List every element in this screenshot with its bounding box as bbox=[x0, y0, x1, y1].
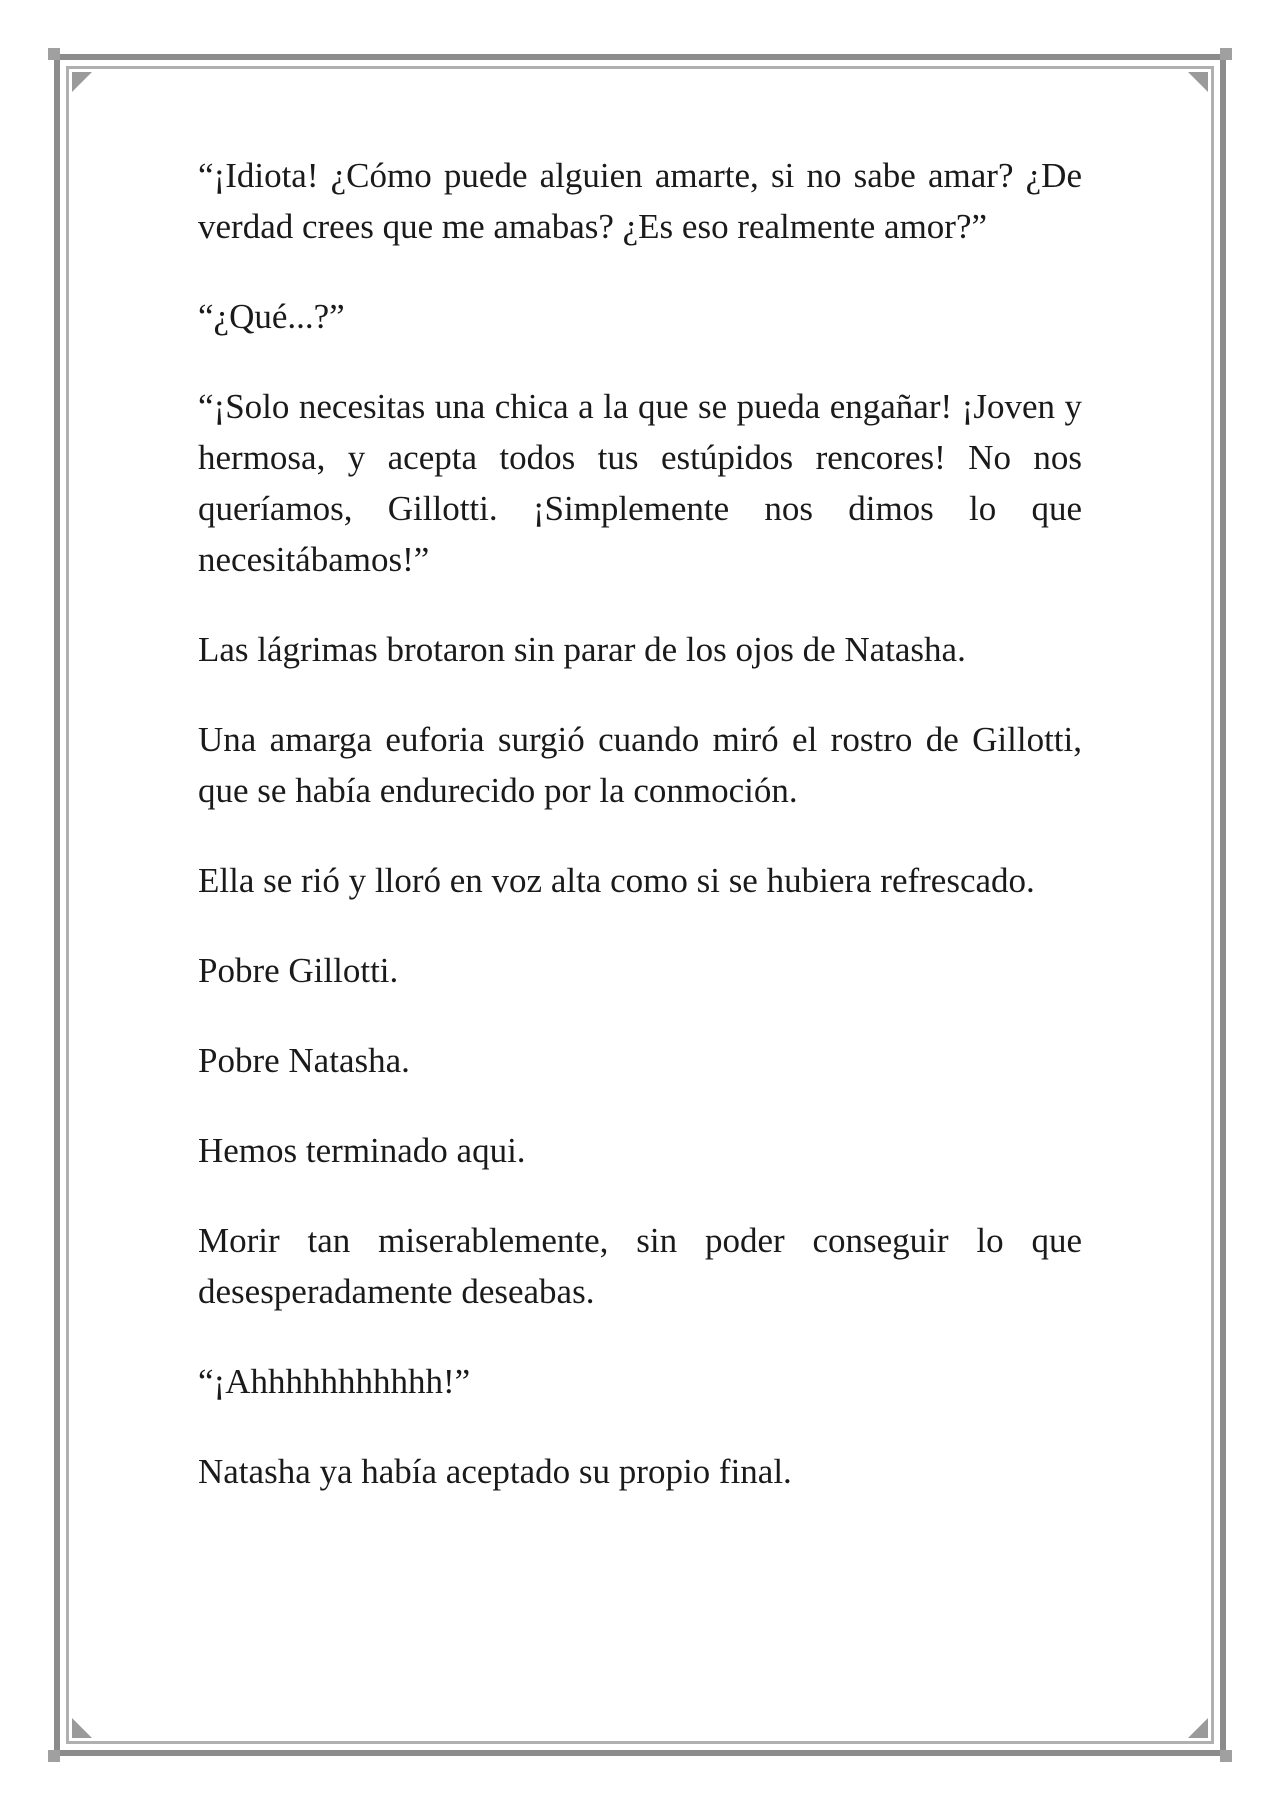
paragraph: Ella se rió y lloró en voz alta como si se hubiera refrescado. bbox=[198, 861, 1035, 900]
paragraph: Morir tan miserablemente, sin poder conseguir lo que desesperadamente deseabas. bbox=[198, 1221, 1082, 1311]
corner-ornament-top-left bbox=[48, 48, 60, 60]
paragraph: Natasha ya había aceptado su propio final. bbox=[198, 1452, 792, 1491]
paragraph: Pobre Natasha. bbox=[198, 1041, 410, 1080]
corner-ornament-bottom-left bbox=[48, 1750, 60, 1762]
paragraph: Hemos terminado aqui. bbox=[198, 1131, 526, 1170]
paragraph: Las lágrimas brotaron sin parar de los ojos de Natasha. bbox=[198, 630, 966, 669]
corner-triangle-top-left bbox=[72, 72, 92, 92]
corner-triangle-bottom-left bbox=[72, 1718, 92, 1738]
paragraph: “¡Ahhhhhhhhhhh!” bbox=[198, 1362, 471, 1401]
corner-ornament-bottom-right bbox=[1220, 1750, 1232, 1762]
paragraph: “¿Qué...?” bbox=[198, 297, 345, 336]
paragraph: Pobre Gillotti. bbox=[198, 951, 399, 990]
corner-ornament-top-right bbox=[1220, 48, 1232, 60]
paragraph: “¡Idiota! ¿Cómo puede alguien amarte, si no sabe amar? ¿De verdad crees que me amabas? ¿Es eso realmente amor?” bbox=[198, 156, 1082, 246]
corner-triangle-top-right bbox=[1188, 72, 1208, 92]
corner-triangle-bottom-right bbox=[1188, 1718, 1208, 1738]
paragraph: Una amarga euforia surgió cuando miró el rostro de Gillotti, que se había endurecido por la conmoción. bbox=[198, 720, 1082, 810]
paragraph: “¡Solo necesitas una chica a la que se pueda engañar! ¡Joven y hermosa, y acepta todos tus estúpidos rencores! No nos queríamos, Gillotti. ¡Simplemente nos dimos lo que necesitábamos!” bbox=[198, 387, 1082, 579]
story-text bbox=[198, 150, 1082, 1536]
